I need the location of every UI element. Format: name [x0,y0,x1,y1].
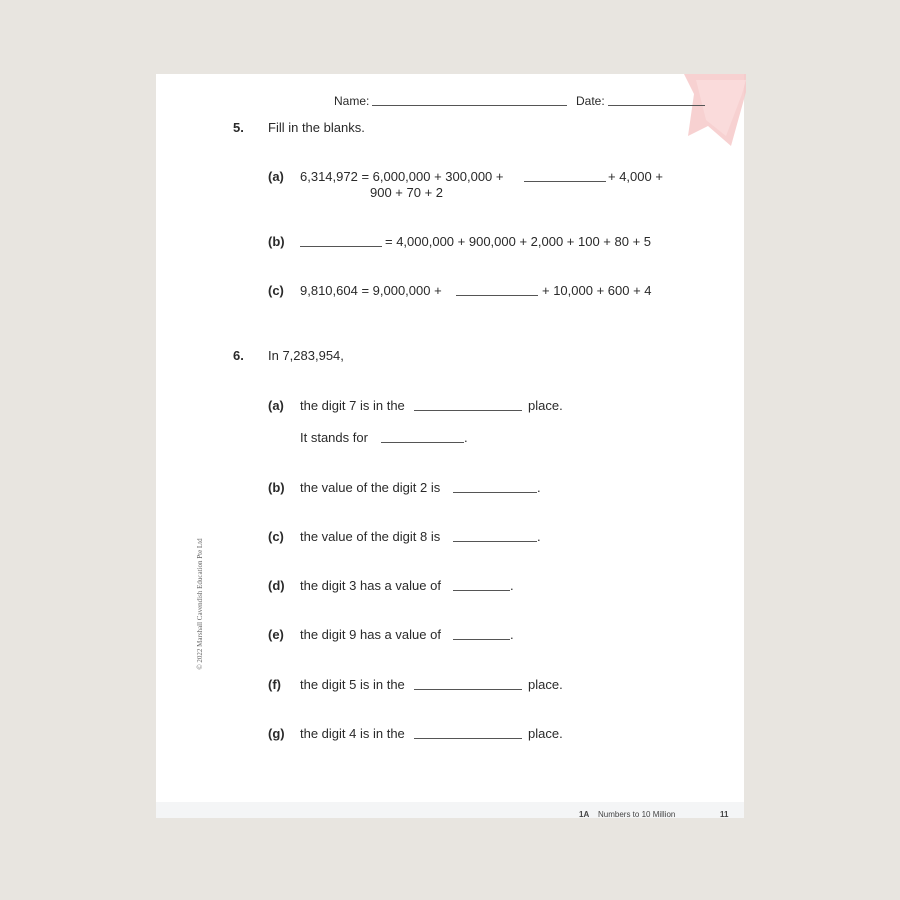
q6d-text: the digit 3 has a value of [300,578,441,593]
q6f-blank[interactable] [414,689,522,690]
q6g-text: the digit 4 is in the [300,726,405,741]
question-5-number: 5. [233,120,244,135]
footer-chapter: 1A [579,810,590,819]
question-6-number: 6. [233,348,244,363]
q5a-label: (a) [268,169,284,184]
q6b-blank[interactable] [453,492,537,493]
q5b-blank[interactable] [300,246,382,247]
q5c-right: + 10,000 + 600 + 4 [542,283,652,298]
copyright-notice: © 2022 Marshall Cavendish Education Pte Ltd [196,538,204,670]
q6e-label: (e) [268,627,284,642]
q6b-label: (b) [268,480,285,495]
q6a-suffix: place. [528,398,563,413]
q5b-right: = 4,000,000 + 900,000 + 2,000 + 100 + 80 + 5 [385,234,652,249]
q6c-label: (c) [268,529,284,544]
q6c-text: the value of the digit 8 is [300,529,441,544]
q6a-text: the digit 7 is in the [300,398,405,413]
q6d-blank[interactable] [453,590,510,591]
q6c-blank[interactable] [453,541,537,542]
bookmark-ribbon [676,74,746,154]
q6e-text: the digit 9 has a value of [300,627,441,642]
footer-title: Numbers to 10 Million [598,810,676,819]
q6e-blank[interactable] [453,639,510,640]
q5c-left: 9,810,604 = 9,000,000 + [300,283,442,298]
q5a-left: 6,314,972 = 6,000,000 + 300,000 + [300,169,504,184]
footer-page-number: 11 [720,810,729,819]
q6d-suffix: . [510,578,514,593]
q6f-suffix: place. [528,677,563,692]
q6g-suffix: place. [528,726,563,741]
q6a-label: (a) [268,398,284,413]
q5a-line2: 900 + 70 + 2 [370,185,444,200]
q6a-line2-suffix: . [464,430,468,445]
q6e-suffix: . [510,627,514,642]
q5c-label: (c) [268,283,284,298]
question-5-prompt: Fill in the blanks. [268,120,365,135]
name-label: Name: [334,94,370,108]
q6c-suffix: . [537,529,541,544]
q5a-blank[interactable] [524,181,606,182]
q6f-label: (f) [268,677,281,692]
name-field[interactable] [372,105,567,106]
q6b-text: the value of the digit 2 is [300,480,441,495]
q6d-label: (d) [268,578,285,593]
q5a-right: + 4,000 + [608,169,663,184]
q5b-label: (b) [268,234,285,249]
date-field[interactable] [608,105,705,106]
q6f-text: the digit 5 is in the [300,677,405,692]
q6g-label: (g) [268,726,285,741]
q6a-blank[interactable] [414,410,522,411]
q6a-stands-for-blank[interactable] [381,442,464,443]
q6b-suffix: . [537,480,541,495]
q6g-blank[interactable] [414,738,522,739]
worksheet-page [156,74,744,818]
date-label: Date: [576,94,605,108]
q5c-blank[interactable] [456,295,538,296]
q6a-line2: It stands for [300,430,368,445]
question-6-prompt: In 7,283,954, [268,348,344,363]
